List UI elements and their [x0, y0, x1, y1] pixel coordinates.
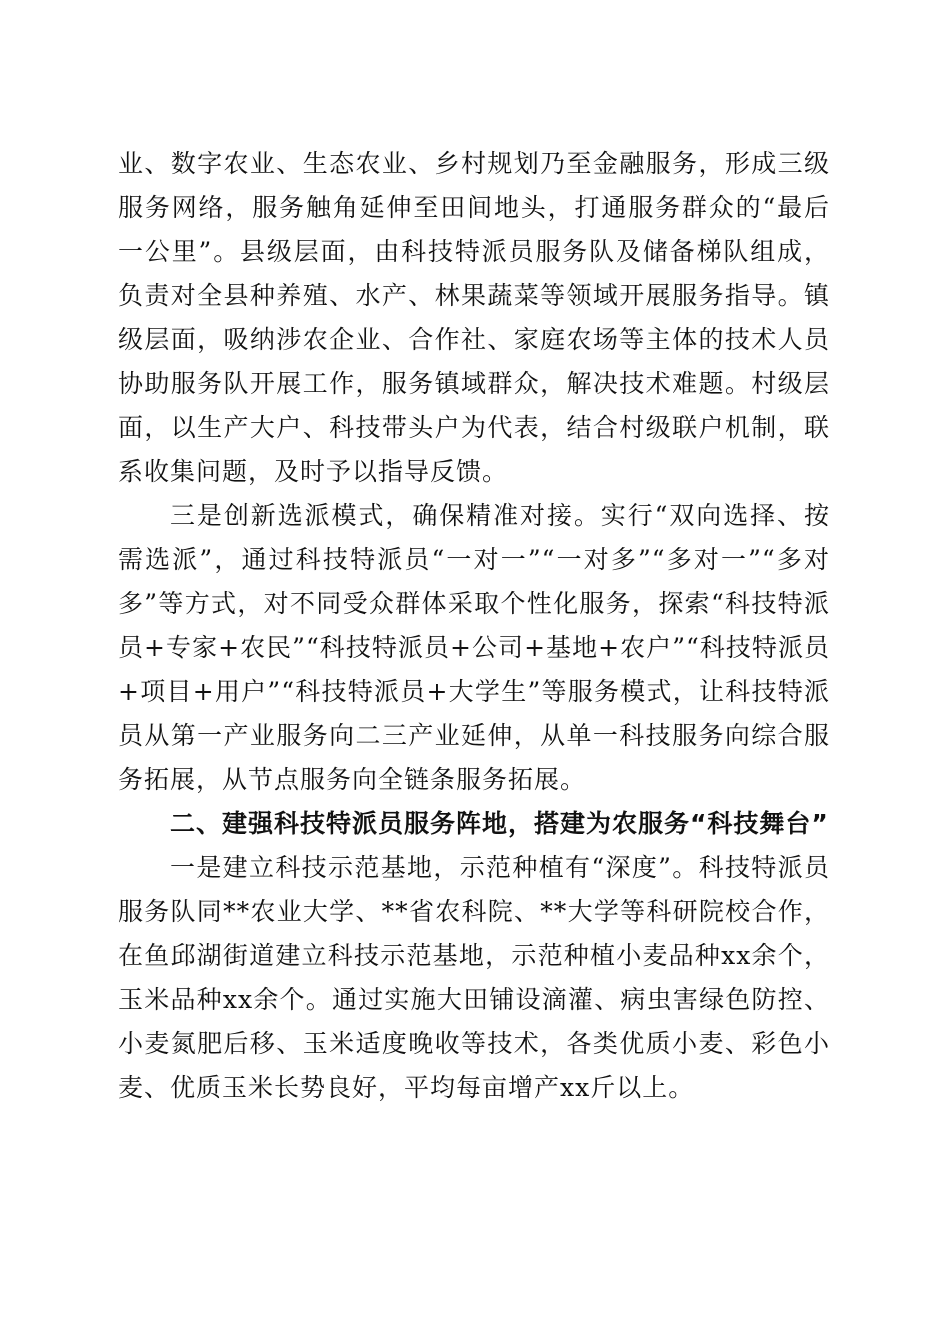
- document-body: [118, 142, 830, 1110]
- section-heading-2: 二、建强科技特派员服务阵地，搭建为农服务“科技舞台”: [170, 809, 829, 838]
- paragraph-innovate-selection-model: 三是创新选派模式，确保精准对接。实行“双向选择、按需选派”，通过科技特派员“一对一”“一对多”“多对一”“多对多”等方式，对不同受众群体采取个性化服务，探索“科技特派员+专家+农民”“科技特派员+公司+基地+农户”“科技特派员+项目+用户”“科技特派员+大学生”等服务模式，让科技特派员从第一产业服务向二三产业延伸，从单一科技服务向综合服务拓展，从节点服务向全链条服务拓展。: [118, 501, 830, 794]
- paragraph-continued: 业、数字农业、生态农业、乡村规划乃至金融服务，形成三级服务网络，服务触角延伸至田间地头，打通服务群众的“最后一公里”。县级层面，由科技特派员服务队及储备梯队组成，负责对全县种养殖、水产、林果蔬菜等领域开展服务指导。镇级层面，吸纳涉农企业、合作社、家庭农场等主体的技术人员协助服务队开展工作，服务镇域群众，解决技术难题。村级层面，以生产大户、科技带头户为代表，结合村级联户机制，联系收集问题，及时予以指导反馈。: [118, 149, 830, 486]
- paragraph-demonstration-base: 一是建立科技示范基地，示范种植有“深度”。科技特派员服务队同**农业大学、**省农科院、**大学等科研院校合作，在鱼邱湖街道建立科技示范基地，示范种植小麦品种xx余个，玉米品种xx余个。通过实施大田铺设滴灌、病虫害绿色防控、小麦氮肥后移、玉米适度晚收等技术，各类优质小麦、彩色小麦、优质玉米长势良好，平均每亩增产xx斤以上。: [118, 853, 830, 1102]
